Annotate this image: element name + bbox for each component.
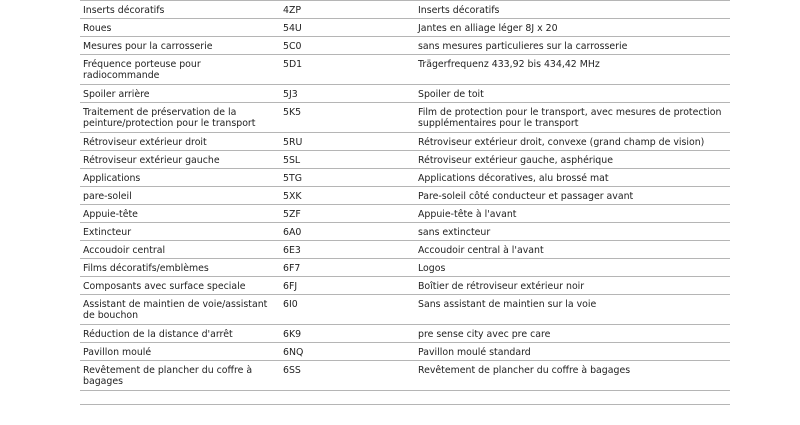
code-cell: 5D1 xyxy=(280,55,415,85)
feature-cell: Accoudoir central xyxy=(80,241,280,259)
description-cell: Logos xyxy=(415,259,730,277)
description-cell: Accoudoir central à l'avant xyxy=(415,241,730,259)
description-cell: sans mesures particulieres sur la carrosserie xyxy=(415,37,730,55)
table-row xyxy=(80,361,730,391)
description-cell: Spoiler de toit xyxy=(415,85,730,103)
feature-cell: Applications xyxy=(80,169,280,187)
feature-cell: Appuie-tête xyxy=(80,205,280,223)
code-cell: 6K9 xyxy=(280,325,415,343)
code-cell: 5K5 xyxy=(280,103,415,133)
table-row xyxy=(80,37,730,55)
code-cell: 5TG xyxy=(280,169,415,187)
description-cell: Applications décoratives, alu brossé mat xyxy=(415,169,730,187)
table-row xyxy=(80,55,730,85)
feature-cell: Revêtement de plancher du coffre à bagages xyxy=(80,361,280,391)
code-cell: 5J3 xyxy=(280,85,415,103)
description-cell: Trägerfrequenz 433,92 bis 434,42 MHz xyxy=(415,55,730,85)
feature-cell: Inserts décoratifs xyxy=(80,1,280,19)
table-row xyxy=(80,187,730,205)
table-row xyxy=(80,169,730,187)
table-row xyxy=(80,151,730,169)
code-cell xyxy=(280,391,415,405)
table-row xyxy=(80,343,730,361)
feature-cell: Films décoratifs/emblèmes xyxy=(80,259,280,277)
description-cell: Sans assistant de maintien sur la voie xyxy=(415,295,730,325)
feature-cell: Assistant de maintien de voie/assistant de bouchon xyxy=(80,295,280,325)
code-cell: 5RU xyxy=(280,133,415,151)
description-cell xyxy=(415,391,730,405)
table-row xyxy=(80,259,730,277)
table-row xyxy=(80,205,730,223)
equipment-sheet xyxy=(80,0,730,405)
code-cell: 5XK xyxy=(280,187,415,205)
feature-cell: Extincteur xyxy=(80,223,280,241)
table-row xyxy=(80,325,730,343)
table-row xyxy=(80,1,730,19)
code-cell: 5SL xyxy=(280,151,415,169)
code-cell: 5ZF xyxy=(280,205,415,223)
description-cell: Jantes en alliage léger 8J x 20 xyxy=(415,19,730,37)
feature-cell: pare-soleil xyxy=(80,187,280,205)
table-row xyxy=(80,85,730,103)
description-cell: pre sense city avec pre care xyxy=(415,325,730,343)
feature-cell: Traitement de préservation de la peinture/protection pour le transport xyxy=(80,103,280,133)
table-row xyxy=(80,295,730,325)
table-row xyxy=(80,103,730,133)
feature-cell xyxy=(80,391,280,405)
description-cell: Boîtier de rétroviseur extérieur noir xyxy=(415,277,730,295)
code-cell: 4ZP xyxy=(280,1,415,19)
table-row xyxy=(80,223,730,241)
code-cell: 6I0 xyxy=(280,295,415,325)
code-cell: 6FJ xyxy=(280,277,415,295)
code-cell: 5C0 xyxy=(280,37,415,55)
feature-cell: Composants avec surface speciale xyxy=(80,277,280,295)
feature-cell: Rétroviseur extérieur droit xyxy=(80,133,280,151)
feature-cell: Spoiler arrière xyxy=(80,85,280,103)
table-row-clipped xyxy=(80,391,730,405)
code-cell: 6NQ xyxy=(280,343,415,361)
feature-cell: Pavillon moulé xyxy=(80,343,280,361)
description-cell: Inserts décoratifs xyxy=(415,1,730,19)
table-row xyxy=(80,133,730,151)
description-cell: sans extincteur xyxy=(415,223,730,241)
code-cell: 6A0 xyxy=(280,223,415,241)
description-cell: Rétroviseur extérieur droit, convexe (grand champ de vision) xyxy=(415,133,730,151)
description-cell: Rétroviseur extérieur gauche, asphérique xyxy=(415,151,730,169)
table-row xyxy=(80,19,730,37)
description-cell: Film de protection pour le transport, avec mesures de protection supplémentaires pour le transport xyxy=(415,103,730,133)
code-cell: 6E3 xyxy=(280,241,415,259)
table-row xyxy=(80,277,730,295)
table-row xyxy=(80,241,730,259)
description-cell: Revêtement de plancher du coffre à bagages xyxy=(415,361,730,391)
description-cell: Pare-soleil côté conducteur et passager avant xyxy=(415,187,730,205)
code-cell: 54U xyxy=(280,19,415,37)
description-cell: Appuie-tête à l'avant xyxy=(415,205,730,223)
code-cell: 6SS xyxy=(280,361,415,391)
equipment-table xyxy=(80,0,730,405)
feature-cell: Mesures pour la carrosserie xyxy=(80,37,280,55)
description-cell: Pavillon moulé standard xyxy=(415,343,730,361)
feature-cell: Fréquence porteuse pour radiocommande xyxy=(80,55,280,85)
feature-cell: Rétroviseur extérieur gauche xyxy=(80,151,280,169)
feature-cell: Roues xyxy=(80,19,280,37)
feature-cell: Réduction de la distance d'arrêt xyxy=(80,325,280,343)
code-cell: 6F7 xyxy=(280,259,415,277)
